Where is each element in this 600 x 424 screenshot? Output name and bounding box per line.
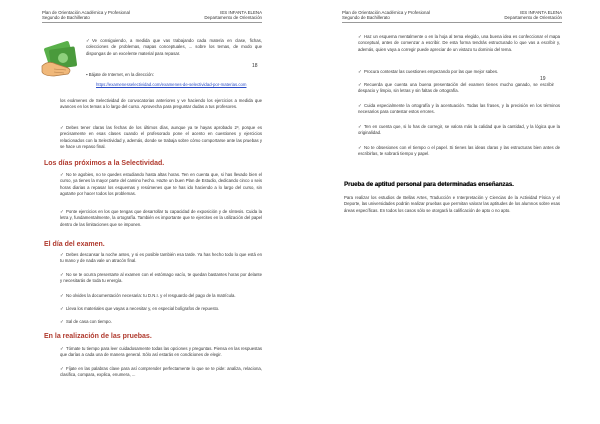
para-dates: ✓ Debes tener claras las fechas de los últimos días, aunque ya te hayas aprobado 2º, porque es precisamente en esas clases cuando el profesorado pone el acento en cuestiones y ejercicios relacionados con la Selectividad y, además, donde se trabaja sobre cómo comportarse ante las pruebas y se hace un repaso final. <box>60 125 262 149</box>
check-icon: ✓ <box>358 34 362 39</box>
heading-tests: En la realización de las pruebas. <box>44 333 152 340</box>
header-right: IES INFANTA ELENA Departamento de Orientación <box>504 10 562 21</box>
check-icon: ✓ <box>358 82 362 87</box>
para-aptitude: Para realizar los estudios de Bellas Artes, Traducción e Interpretación y Ciencias de la Actividad Física y el Deporte, las universidades podrán realizar pruebas que permitan valorar las aptitudes de los alumnos sobre esas áreas específicas. En todos los casos sólo se otorgará la calificación de apto o no apto. <box>344 195 560 213</box>
square-bullet-icon: ▪ <box>86 72 88 77</box>
para-nervous: ✓ No te agobies, no te quedes estudiando hasta altas horas. Ten en cuenta que, si has llevado bien el curso, ya tienes la mayor parte del camino hecho. Hazte un buen Plan de Estudio, dedicando cinco o seis horas diarias a repasar los esquemas y resúmenes que te has ido haciendo a lo largo del curso, sin agotarte por hacer todos los problemas. <box>60 172 262 196</box>
page-number: 19 <box>540 76 546 82</box>
money-hand-icon <box>38 38 80 82</box>
bullet-internet: ▪ Bájate de Internet, en la dirección: <box>86 72 154 77</box>
check-icon: ✓ <box>86 38 90 43</box>
check-icon: ✓ <box>358 103 362 108</box>
check-icon: ✓ <box>60 346 64 351</box>
url-line <box>96 82 266 88</box>
para-exams: los exámenes de Selectividad de convocatorias anteriores y ve haciendo los ejercicios a medida que avances en los temas a lo largo del curso. Aprovecha para preguntar dudas a tus profesores. <box>60 98 262 110</box>
item-documents: ✓ No olvides la documentación necesaria: tu D.N.I. y el resguardo del pago de la matrícula. <box>60 293 236 298</box>
exam-url-link[interactable]: https://examenesselectividad.com/examenes-de-selectividad-por-materias.com <box>96 82 247 87</box>
check-icon: ✓ <box>60 366 64 371</box>
item-presentation: ✓ Recuerda que cuenta una buena presentación del examen tienes mucho ganado, se escribir despacio y limpio, sin letras y sin faltas de ortografía. <box>358 82 554 94</box>
item-spelling: ✓ Cuida especialmente la ortografía y la acentuación. Todas las frases, y la precisión en los términos necesarios para contestar estos errores. <box>358 103 560 115</box>
check-icon: ✓ <box>60 293 64 298</box>
header-left: Plan de Orientación Académica y Profesional Segundo de Bachillerato <box>42 10 130 21</box>
item-no-obsession: ✓ No te obsesiones con el tiempo o el papel. Si tienes las ideas claras y las estructuras bien antes de escribirlas, te sobrará tiempo y papel. <box>358 145 560 157</box>
item-quality: ✓ Ten en cuenta que, si lo has de corregir, se valora más la calidad que la cantidad, y la lógica que la originalidad. <box>358 124 560 136</box>
check-icon: ✓ <box>60 172 64 177</box>
check-icon: ✓ <box>60 306 64 311</box>
check-icon: ✓ <box>60 252 64 257</box>
header-right: IES INFANTA ELENA Departamento de Orientación <box>204 10 262 21</box>
item-scheme: ✓ Haz un esquema mentalmente o en la hoja al tema elegido, una buena idea es confeccionar el mapa conceptual, antes de comenzar a escribir. De esta forma tendrás estructurado lo que vas a escribir y, además, quien vaya a corregir puede apreciar de un vistazo tu dominio del tema. <box>358 34 560 52</box>
check-icon: ✓ <box>60 272 64 277</box>
item-breakfast: ✓ No se te ocurra presentarte al examen con el estómago vacío, te quedan bastantes horas por delante y necesitarás de toda tu energía. <box>60 272 262 284</box>
check-icon: ✓ <box>358 69 362 74</box>
bullet-materials: ✓ Ve consiguiendo, a medida que vas trabajando cada materia en clase, fichas, colecciones de problemas, mapas conceptuales, ... sobre los temas, de modo que dispongas de un excelente material para repasar. <box>86 38 262 56</box>
heading-days: Los días próximos a la Selectividad. <box>44 160 165 167</box>
para-practice: ✓ Ponte ejercicios en los que tengas que desarrollar tu capacidad de exposición y de síntesis. Cuida la letra y, fundamentalmente, la ortografía. También es importante que te ejercites en la utilización del papel dentro de las limitaciones que se imponen. <box>60 209 262 227</box>
page-number: 18 <box>252 63 258 69</box>
item-read-questions: ✓ Tómate tu tiempo para leer cuidadosamente todas las opciones y preguntas. Piensa en las respuestas que darías a cada una de manera general. Sólo así estarás en condiciones de elegir. <box>60 346 262 358</box>
header-left: Plan de Orientación Académica y Profesional Segundo de Bachillerato <box>342 10 430 21</box>
item-best-first: ✓ Procura contestar las cuestiones empezando por las que mejor sabes. <box>358 69 499 74</box>
check-icon: ✓ <box>60 125 64 130</box>
header-rule <box>342 22 562 23</box>
check-icon: ✓ <box>358 124 362 129</box>
header-rule <box>42 22 262 23</box>
check-icon: ✓ <box>358 145 362 150</box>
heading-aptitude: Prueba de aptitud personal para determinadas enseñanzas. <box>344 182 514 188</box>
item-rest: ✓ Debes descansar la noche antes, y si es posible también esa tarde. Ya has hecho todo lo que está en tu mano y de nada vale un atracón final. <box>60 252 262 264</box>
heading-exam-day: El día del examen. <box>44 241 105 248</box>
item-leave-time: ✓ Sal de casa con tiempo. <box>60 319 112 324</box>
check-icon: ✓ <box>60 319 64 324</box>
right-page <box>300 0 600 424</box>
item-keywords: ✓ Fíjate en las palabras clave para así comprender perfectamente lo que se te pide: analiza, relaciona, clasifica, compara, explica, enumera, ... <box>60 366 262 378</box>
check-icon: ✓ <box>60 209 64 214</box>
item-materials: ✓ Lleva los materiales que vayas a necesitar y, en especial bolígrafos de repuesto. <box>60 306 220 311</box>
